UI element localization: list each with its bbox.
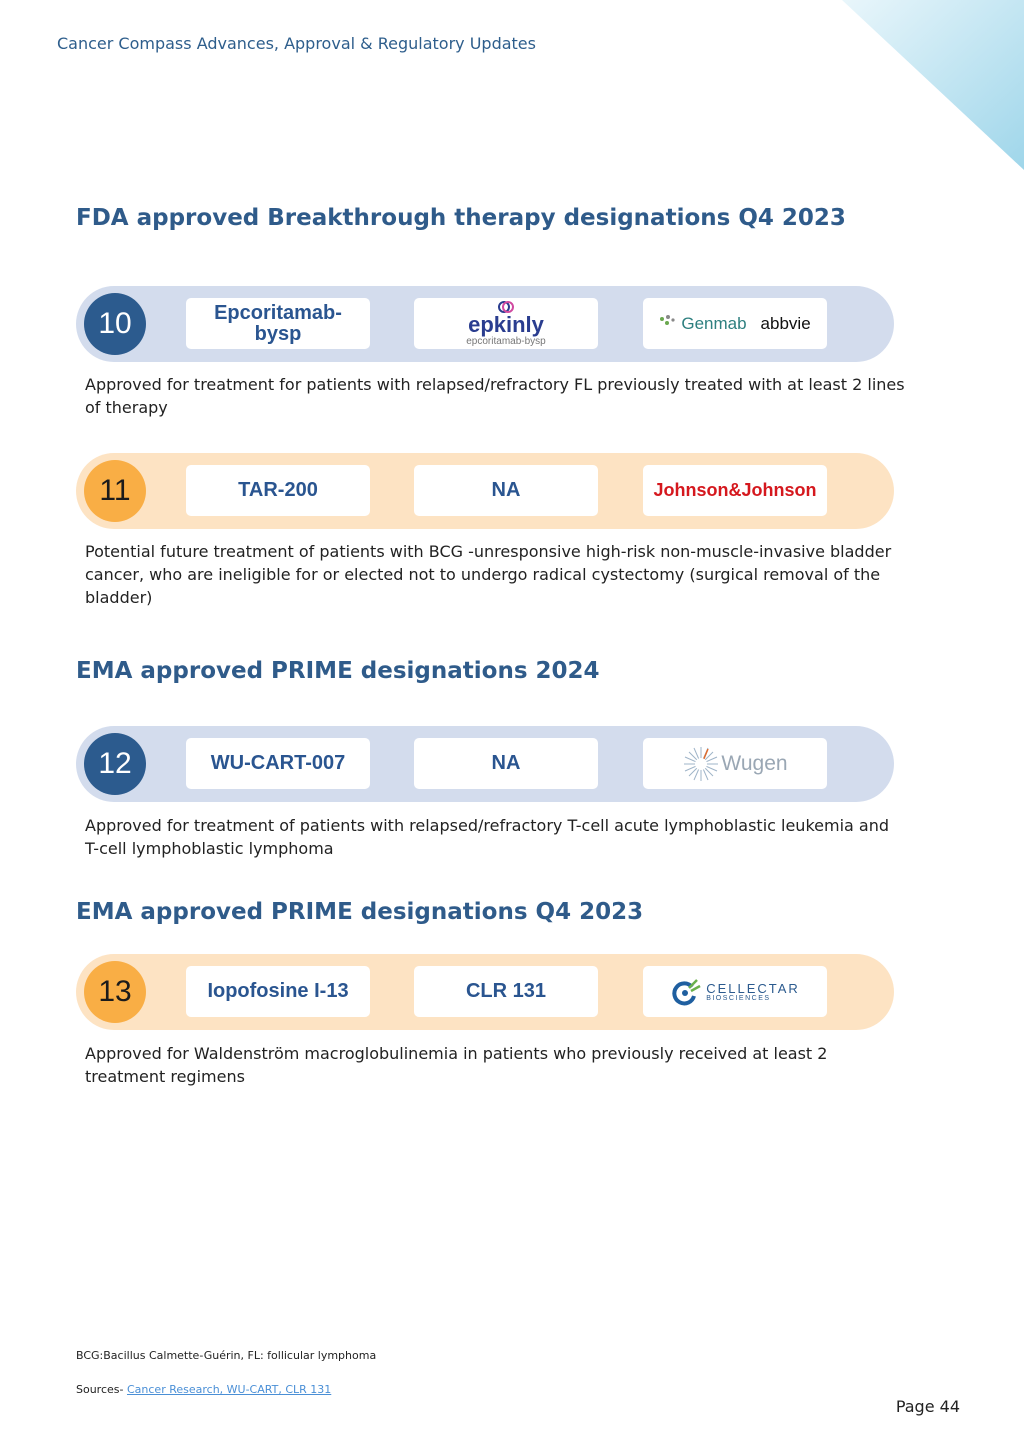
document-header: Cancer Compass Advances, Approval & Regulatory Updates [57,34,536,53]
sources-label: Sources- [76,1383,127,1396]
company-logo-card [643,298,827,349]
company-logo-card [643,738,827,789]
designation-row-12 [76,726,894,802]
item-number-badge: 11 [84,460,146,522]
item-number-badge: 10 [84,293,146,355]
company-logo-card [643,465,827,516]
company-logo-genmab: Genmab [681,314,747,333]
drug-name: Epcoritamab-bysp [214,301,342,345]
company-logo-jnj: Johnson&Johnson [653,480,817,500]
drug-name-card [186,966,370,1017]
wugen-starburst-icon [682,745,720,783]
brand-logo-name: epkinly [468,312,544,337]
section-title-fda-q4-2023: FDA approved Breakthrough therapy designations Q4 2023 [76,205,846,231]
page-number: Page 44 [895,1397,960,1416]
item-number-badge: 13 [84,961,146,1023]
sources-link[interactable]: Cancer Research, WU-CART, CLR 131 [126,1383,332,1396]
designation-row-10 [76,286,894,362]
item-description-11: Potential future treatment of patients with BCG -unresponsive high-risk non-muscle-invasive bladder cancer, who are ineligible for or elected not to undergo radical cystectomy (surgical removal of the bladder) [85,542,892,607]
abbreviations-footnote: BCG:Bacillus Calmette-Guérin, FL: follicular lymphoma [76,1349,377,1362]
brand-name: NA [491,479,521,501]
drug-name: WU-CART-007 [210,752,346,774]
drug-name-card [186,465,370,516]
genmab-logo-icon [659,314,679,334]
company-logo-card [643,966,827,1017]
sources-footnote [76,1383,331,1396]
brand-name-card [414,738,598,789]
brand-name-card [414,465,598,516]
drug-name-card [186,738,370,789]
brand-name: CLR 131 [465,980,547,1002]
designation-row-13 [76,954,894,1030]
brand-name-card [414,966,598,1017]
company-logo-cellectar: CELLECTAR [706,980,800,996]
item-number-badge: 12 [84,733,146,795]
company-logo-wugen: Wugen [721,752,788,775]
brand-name: NA [491,752,521,774]
brand-logo-card [414,298,598,349]
section-title-ema-q4-2023: EMA approved PRIME designations Q4 2023 [76,899,644,925]
company-logo-subtitle: BIOSCIENCES [706,994,771,1002]
company-logo-abbvie: abbvie [760,314,811,333]
drug-name: TAR-200 [238,479,318,501]
drug-name: Iopofosine I-13 [207,980,349,1002]
brand-logo-subtitle: epcoritamab-bysp [466,336,546,347]
drug-name-card [186,298,370,349]
item-description-13: Approved for Waldenström macroglobulinemia in patients who previously received at least 2 treatment regimens [85,1044,828,1086]
item-description-12: Approved for treatment of patients with relapsed/refractory T-cell acute lymphoblastic leukemia and T-cell lymphoblastic lymphoma [85,816,890,858]
cellectar-logo-icon [670,977,702,1007]
section-title-ema-2024: EMA approved PRIME designations 2024 [76,658,600,684]
corner-decoration [842,0,1024,170]
item-description-10: Approved for treatment for patients with relapsed/refractory FL previously treated with at least 2 lines of therapy [85,375,905,417]
designation-row-11 [76,453,894,529]
